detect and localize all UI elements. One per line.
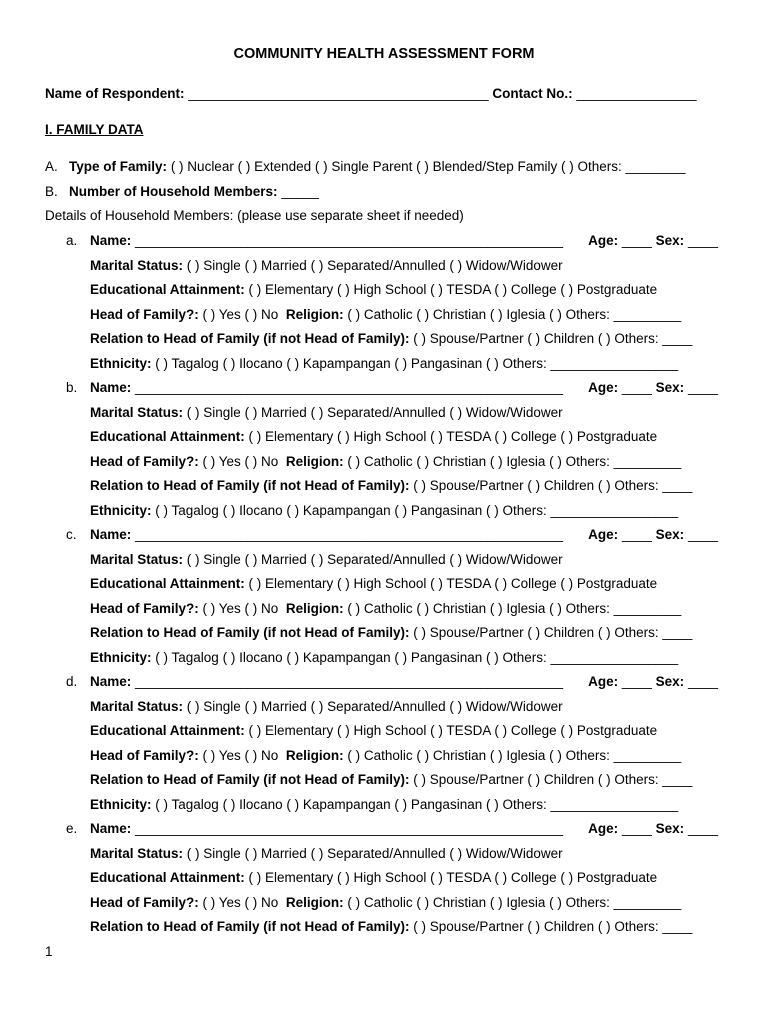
member-sex-blank[interactable]: ____ — [687, 821, 718, 836]
relation-label: Relation to Head of Family (if not Head of Family): — [90, 331, 410, 347]
type-of-family-row — [45, 159, 686, 175]
member-age-label: Age: — [588, 821, 619, 836]
religion-options[interactable]: ( ) Catholic ( ) Christian ( ) Iglesia ( ) Others: _________ — [347, 894, 682, 910]
respondent-name-blank[interactable]: ________________________________________ — [188, 86, 489, 101]
member-marker: e. — [66, 821, 78, 836]
member-ethnicity-row — [90, 503, 678, 519]
head-of-family-options[interactable]: ( ) Yes ( ) No — [202, 306, 279, 322]
type-of-family-options[interactable]: ( ) Nuclear ( ) Extended ( ) Single Parent ( ) Blended/Step Family ( ) Others: ________ — [170, 159, 686, 174]
marital-status-label: Marital Status: — [90, 257, 184, 273]
household-count-blank[interactable]: _____ — [281, 184, 319, 199]
member-name-row — [90, 233, 563, 249]
member-name-blank[interactable]: _________________________________________________________ — [135, 821, 563, 836]
member-marital-row — [90, 846, 563, 862]
member-name-label: Name: — [90, 674, 132, 689]
marital-status-options[interactable]: ( ) Single ( ) Married ( ) Separated/Annulled ( ) Widow/Widower — [186, 257, 563, 273]
marital-status-label: Marital Status: — [90, 551, 184, 567]
religion-label: Religion: — [285, 600, 344, 616]
member-sex-label: Sex: — [655, 233, 685, 248]
religion-label: Religion: — [285, 453, 344, 469]
member-marital-row — [90, 258, 563, 274]
item-b-marker: B. — [45, 184, 58, 199]
page-number: 1 — [45, 944, 53, 959]
member-age-blank[interactable]: ____ — [621, 380, 652, 395]
marital-status-label: Marital Status: — [90, 845, 184, 861]
head-of-family-options[interactable]: ( ) Yes ( ) No — [202, 747, 279, 763]
member-education-row — [90, 723, 657, 739]
relation-options[interactable]: ( ) Spouse/Partner ( ) Children ( ) Others: ____ — [413, 919, 693, 935]
head-of-family-options[interactable]: ( ) Yes ( ) No — [202, 453, 279, 469]
member-name-label: Name: — [90, 527, 132, 542]
marital-status-label: Marital Status: — [90, 698, 184, 714]
member-name-row — [90, 821, 563, 837]
member-sex-label: Sex: — [655, 380, 685, 395]
member-age-blank[interactable]: ____ — [621, 527, 652, 542]
member-age-label: Age: — [588, 527, 619, 542]
marital-status-options[interactable]: ( ) Single ( ) Married ( ) Separated/Annulled ( ) Widow/Widower — [186, 845, 563, 861]
member-name-label: Name: — [90, 380, 132, 395]
member-age-label: Age: — [588, 674, 619, 689]
relation-label: Relation to Head of Family (if not Head of Family): — [90, 772, 410, 788]
member-relation-row — [90, 478, 692, 494]
religion-label: Religion: — [285, 747, 344, 763]
member-head-religion-row — [90, 748, 681, 764]
ethnicity-options[interactable]: ( ) Tagalog ( ) Ilocano ( ) Kapampangan ( ) Pangasinan ( ) Others: _________________ — [155, 797, 679, 812]
religion-label: Religion: — [285, 894, 344, 910]
type-of-family-label: Type of Family: — [69, 159, 168, 174]
member-education-row — [90, 282, 657, 298]
ethnicity-options[interactable]: ( ) Tagalog ( ) Ilocano ( ) Kapampangan ( ) Pangasinan ( ) Others: _________________ — [155, 650, 679, 665]
education-label: Educational Attainment: — [90, 723, 245, 739]
relation-options[interactable]: ( ) Spouse/Partner ( ) Children ( ) Others: ____ — [413, 478, 693, 494]
ethnicity-label: Ethnicity: — [90, 356, 152, 371]
member-name-row — [90, 674, 563, 690]
member-age-blank[interactable]: ____ — [621, 233, 652, 248]
education-options[interactable]: ( ) Elementary ( ) High School ( ) TESDA ( ) College ( ) Postgraduate — [248, 429, 658, 445]
education-label: Educational Attainment: — [90, 282, 245, 298]
respondent-name-label: Name of Respondent: — [45, 86, 185, 101]
member-sex-blank[interactable]: ____ — [687, 527, 718, 542]
ethnicity-label: Ethnicity: — [90, 650, 152, 665]
religion-options[interactable]: ( ) Catholic ( ) Christian ( ) Iglesia ( ) Others: _________ — [347, 453, 682, 469]
form-title: COMMUNITY HEALTH ASSESSMENT FORM — [233, 46, 535, 62]
member-relation-row — [90, 331, 692, 347]
member-sex-label: Sex: — [655, 674, 685, 689]
member-education-row — [90, 429, 657, 445]
member-marker: a. — [66, 233, 78, 248]
education-label: Educational Attainment: — [90, 429, 245, 445]
member-age-sex — [588, 674, 718, 690]
member-education-row — [90, 870, 657, 886]
head-of-family-label: Head of Family?: — [90, 894, 199, 910]
respondent-name-row — [45, 86, 697, 102]
member-age-sex — [588, 380, 718, 396]
member-name-blank[interactable]: _________________________________________________________ — [135, 527, 563, 542]
member-sex-blank[interactable]: ____ — [687, 233, 718, 248]
details-note: Details of Household Members: (please use separate sheet if needed) — [45, 208, 464, 223]
member-name-blank[interactable]: _________________________________________________________ — [135, 233, 563, 248]
member-age-sex — [588, 233, 718, 249]
member-sex-label: Sex: — [655, 821, 685, 836]
education-options[interactable]: ( ) Elementary ( ) High School ( ) TESDA ( ) College ( ) Postgraduate — [248, 723, 658, 739]
household-count-label: Number of Household Members: — [69, 184, 278, 199]
relation-options[interactable]: ( ) Spouse/Partner ( ) Children ( ) Others: ____ — [413, 331, 693, 347]
member-education-row — [90, 576, 657, 592]
member-age-label: Age: — [588, 380, 619, 395]
education-options[interactable]: ( ) Elementary ( ) High School ( ) TESDA ( ) College ( ) Postgraduate — [248, 576, 658, 592]
relation-label: Relation to Head of Family (if not Head of Family): — [90, 478, 410, 494]
religion-options[interactable]: ( ) Catholic ( ) Christian ( ) Iglesia ( ) Others: _________ — [347, 306, 682, 322]
head-of-family-options[interactable]: ( ) Yes ( ) No — [202, 600, 279, 616]
education-label: Educational Attainment: — [90, 870, 245, 886]
education-options[interactable]: ( ) Elementary ( ) High School ( ) TESDA ( ) College ( ) Postgraduate — [248, 870, 658, 886]
member-age-blank[interactable]: ____ — [621, 674, 652, 689]
member-name-row — [90, 527, 563, 543]
member-head-religion-row — [90, 601, 681, 617]
member-age-blank[interactable]: ____ — [621, 821, 652, 836]
member-name-row — [90, 380, 563, 396]
member-marker: c. — [66, 527, 77, 542]
head-of-family-label: Head of Family?: — [90, 453, 199, 469]
member-marital-row — [90, 552, 563, 568]
relation-options[interactable]: ( ) Spouse/Partner ( ) Children ( ) Others: ____ — [413, 772, 693, 788]
member-name-label: Name: — [90, 233, 132, 248]
member-relation-row — [90, 772, 692, 788]
marital-status-options[interactable]: ( ) Single ( ) Married ( ) Separated/Annulled ( ) Widow/Widower — [186, 698, 563, 714]
member-sex-blank[interactable]: ____ — [687, 674, 718, 689]
member-marital-row — [90, 699, 563, 715]
marital-status-options[interactable]: ( ) Single ( ) Married ( ) Separated/Annulled ( ) Widow/Widower — [186, 404, 563, 420]
household-count-row — [45, 184, 319, 200]
marital-status-label: Marital Status: — [90, 404, 184, 420]
member-relation-row — [90, 625, 692, 641]
ethnicity-options[interactable]: ( ) Tagalog ( ) Ilocano ( ) Kapampangan ( ) Pangasinan ( ) Others: _________________ — [155, 356, 679, 371]
ethnicity-options[interactable]: ( ) Tagalog ( ) Ilocano ( ) Kapampangan ( ) Pangasinan ( ) Others: _________________ — [155, 503, 679, 518]
member-age-label: Age: — [588, 233, 619, 248]
member-head-religion-row — [90, 895, 681, 911]
member-head-religion-row — [90, 454, 681, 470]
member-marker: d. — [66, 674, 78, 689]
relation-label: Relation to Head of Family (if not Head of Family): — [90, 625, 410, 641]
ethnicity-label: Ethnicity: — [90, 503, 152, 518]
member-name-label: Name: — [90, 821, 132, 836]
member-relation-row — [90, 919, 692, 935]
member-sex-blank[interactable]: ____ — [687, 380, 718, 395]
relation-options[interactable]: ( ) Spouse/Partner ( ) Children ( ) Others: ____ — [413, 625, 693, 641]
member-name-blank[interactable]: _________________________________________________________ — [135, 674, 563, 689]
section-heading: I. FAMILY DATA — [45, 122, 144, 137]
head-of-family-options[interactable]: ( ) Yes ( ) No — [202, 894, 279, 910]
head-of-family-label: Head of Family?: — [90, 600, 199, 616]
head-of-family-label: Head of Family?: — [90, 306, 199, 322]
member-name-blank[interactable]: _________________________________________________________ — [135, 380, 563, 395]
member-marker: b. — [66, 380, 78, 395]
member-age-sex — [588, 821, 718, 837]
member-ethnicity-row — [90, 650, 678, 666]
religion-label: Religion: — [285, 306, 344, 322]
member-ethnicity-row — [90, 797, 678, 813]
contact-blank[interactable]: ________________ — [576, 86, 697, 101]
marital-status-options[interactable]: ( ) Single ( ) Married ( ) Separated/Annulled ( ) Widow/Widower — [186, 551, 563, 567]
contact-label: Contact No.: — [492, 86, 573, 101]
religion-options[interactable]: ( ) Catholic ( ) Christian ( ) Iglesia ( ) Others: _________ — [347, 600, 682, 616]
relation-label: Relation to Head of Family (if not Head of Family): — [90, 919, 410, 935]
member-marital-row — [90, 405, 563, 421]
education-label: Educational Attainment: — [90, 576, 245, 592]
item-a-marker: A. — [45, 159, 58, 174]
member-head-religion-row — [90, 307, 681, 323]
member-ethnicity-row — [90, 356, 678, 372]
religion-options[interactable]: ( ) Catholic ( ) Christian ( ) Iglesia ( ) Others: _________ — [347, 747, 682, 763]
member-sex-label: Sex: — [655, 527, 685, 542]
member-age-sex — [588, 527, 718, 543]
ethnicity-label: Ethnicity: — [90, 797, 152, 812]
head-of-family-label: Head of Family?: — [90, 747, 199, 763]
education-options[interactable]: ( ) Elementary ( ) High School ( ) TESDA ( ) College ( ) Postgraduate — [248, 282, 658, 298]
